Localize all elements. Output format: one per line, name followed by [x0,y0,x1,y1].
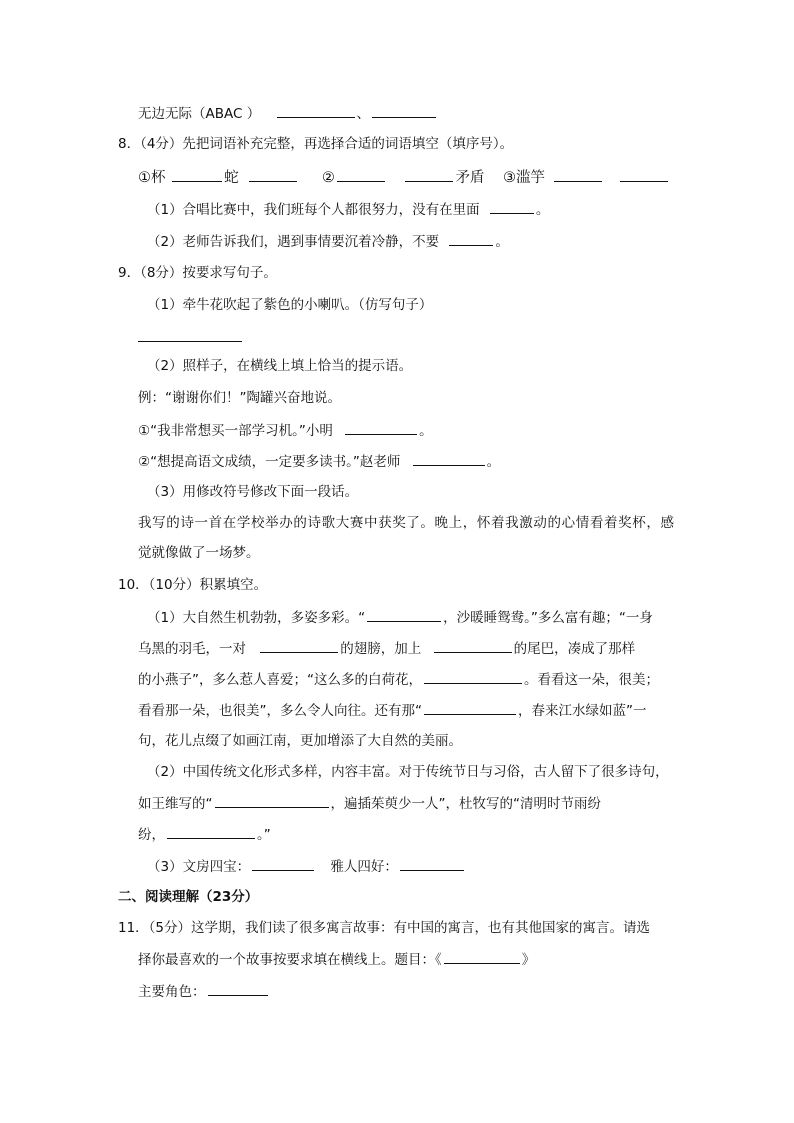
q9-example: 例：“谢谢你们！”陶罐兴奋地说。 [138,390,341,406]
answer-blank[interactable] [252,856,314,871]
q11-l2a: 择你最喜欢的一个故事按要求填在横线上。题目：《 [138,952,442,968]
q10-title: 10．（10分）积累填空。 [118,577,268,593]
answer-blank[interactable] [444,949,520,964]
q10-line1 [147,607,653,628]
q8-sub1 [147,199,549,220]
answer-blank[interactable] [167,824,255,839]
answer-blank[interactable] [434,638,512,653]
q8-item-2b: 矛盾 [455,170,485,186]
section-heading: 二、阅读理解（23分） [118,889,259,905]
answer-blank[interactable] [249,167,297,182]
q9-ex2 [138,451,500,472]
q10-l9b: 雅人四好： [330,859,398,875]
q8-item-2: ② [321,170,335,186]
q9-sub2: （2）照样子，在横线上填上恰当的提示语。 [147,358,413,374]
answer-blank[interactable] [490,199,534,214]
q8-sub1-text: （1）合唱比赛中，我们班每个人都很努力，没有在里面 [147,202,480,218]
q7-tail-text: 无边无际（ABAC ） [138,106,261,122]
q9-sub1-answer [138,327,242,348]
q9-ex1 [138,420,433,441]
q11-line2 [138,949,535,970]
q11-l3: 主要角色： [138,984,206,1000]
answer-blank[interactable] [337,167,385,182]
q8-title: 8．（4分）先把词语补充完整，再选择合适的词语填空（填序号）。 [118,136,514,152]
period: 。 [535,202,550,218]
q10-l1b: ，沙暖睡鸳鸯。”多么富有趣；“一身 [443,610,653,626]
q11-line3 [138,981,270,1002]
q10-line7 [138,793,601,814]
q9-para-line2: 觉就像做了一场梦。 [138,545,260,561]
q10-line5: 句，花儿点缀了如画江南，更加增添了大自然的美丽。 [138,733,462,749]
answer-blank[interactable] [367,607,441,622]
q7-tail-line [138,103,438,124]
separator: 、 [356,106,371,122]
q10-l7a: 如王维写的“ [138,796,213,812]
answer-blank[interactable] [413,451,485,466]
answer-blank[interactable] [405,167,453,182]
answer-blank[interactable] [620,167,668,182]
answer-blank[interactable] [215,793,329,808]
q9-title: 9．（8分）按要求写句子。 [118,265,277,281]
q8-sub2 [147,231,509,252]
answer-blank[interactable] [554,167,602,182]
answer-blank[interactable] [424,669,522,684]
answer-blank[interactable] [277,103,355,118]
answer-blank[interactable] [138,327,242,342]
q9-sub1: （1）牵牛花吹起了紫色的小喇叭。（仿写句子） [147,297,433,313]
q8-sub2-text: （2）老师告诉我们，遇到事情要沉着冷静，不要 [147,234,440,250]
answer-blank[interactable] [449,231,493,246]
q10-l4a: 看看那一朵，也很美”，多么令人向往。还有那“ [138,703,422,719]
answer-blank[interactable] [424,700,516,715]
q10-l3a: 的小燕子”，多么惹人喜爱；“这么多的白荷花， [138,672,422,688]
q10-l7b: ，遍插茱萸少一人”，杜牧写的“清明时节雨纷 [330,796,601,812]
q10-l4b: ，春来江水绿如蓝”一 [518,703,647,719]
q10-l9a: （3）文房四宝： [147,859,251,875]
q10-l8b: 。” [257,827,271,843]
q10-line8 [138,824,271,845]
q10-l2a: 乌黑的羽毛，一对 [138,641,246,657]
q9-sub3: （3）用修改符号修改下面一段话。 [147,484,359,500]
q10-line4 [138,700,647,721]
q10-l2c: 的尾巴，凑成了那样 [513,641,636,657]
q10-l2b: 的翅膀，加上 [340,641,422,657]
period: 。 [495,234,509,250]
q8-item-3: ③滥竽 [503,170,546,186]
q8-items [138,167,670,188]
q10-l1a: （1）大自然生机勃勃，多姿多彩。“ [147,610,366,626]
q10-l8a: 纷， [138,827,165,843]
q10-line3 [138,669,659,690]
q10-line2 [138,638,635,659]
answer-blank[interactable] [260,638,338,653]
answer-blank[interactable] [400,856,464,871]
period: 。 [419,423,433,439]
answer-blank[interactable] [372,103,436,118]
q8-item-1: ①杯 [138,170,166,186]
q10-line6: （2）中国传统文化形式多样，内容丰富。对于传统节日与习俗，古人留下了很多诗句， [147,764,669,780]
q11-l2b: 》 [521,952,536,968]
q10-line9 [147,856,466,877]
answer-blank[interactable] [172,167,222,182]
answer-blank[interactable] [345,420,417,435]
q9-ex2-text: ②“想提高语文成绩，一定要多读书。”赵老师 [138,454,401,470]
q9-para-line1: 我写的诗一首在学校举办的诗歌大赛中获奖了。晚上，怀着我激动的心情看着奖杯，感 [138,515,674,531]
q10-l3b: 。看看这一朵，很美； [524,672,659,688]
period: 。 [486,454,501,470]
q11-line1: 11．（5分）这学期，我们读了很多寓言故事：有中国的寓言，也有其他国家的寓言。请选 [118,920,651,936]
q8-item-1b: 蛇 [224,170,239,186]
answer-blank[interactable] [208,981,268,996]
q9-ex1-text: ①“我非常想买一部学习机。”小明 [138,423,333,439]
